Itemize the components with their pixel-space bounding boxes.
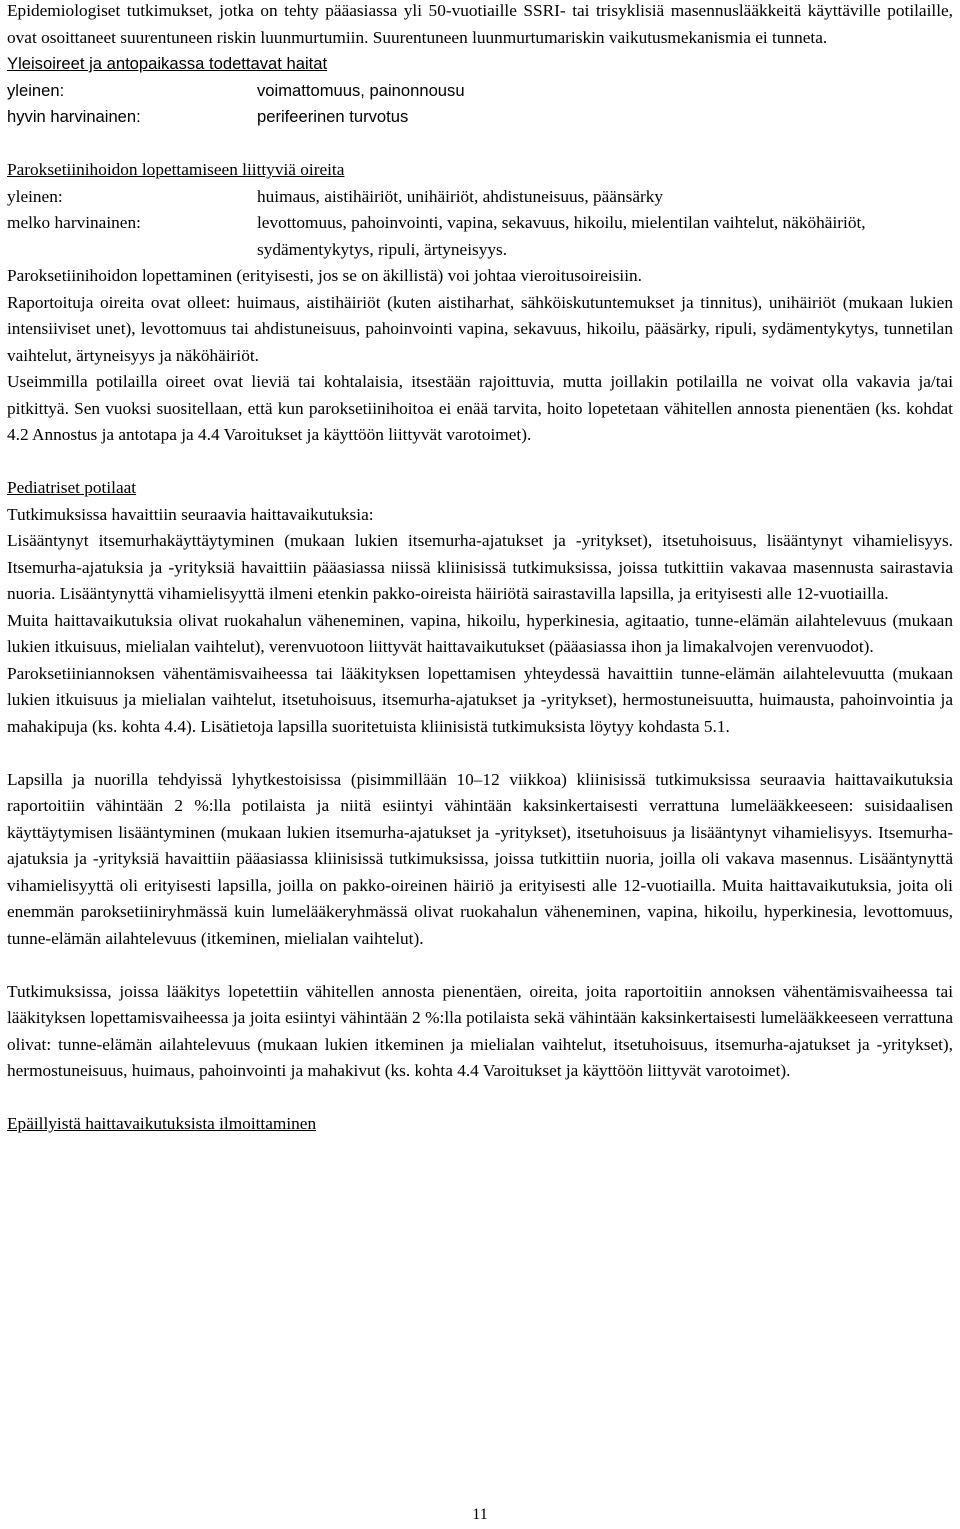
document-page	[7, 0, 953, 1138]
page-number: 11	[472, 1506, 488, 1523]
symptom-list: voimattomuus, painonnousu	[257, 80, 465, 100]
frequency-term: melko harvinainen:	[7, 213, 141, 232]
symptoms-row	[7, 78, 953, 105]
short-term-paragraph: Lapsilla ja nuorilla tehdyissä lyhytkestoisissa (pisimmillään 10–12 viikkoa) kliinisissä tutkimuksissa seuraavia haittavaikutuksia raportoitiin vähintään 2 %:lla potilaista ja niitä esiintyi vähintään kaksinkertaisesti verrattuna lumelääkkeeseen: suisidaalisen käyttäytymisen lisääntyminen (mukaan lukien itsemurha-ajatukset ja -yritykset), itsetuhoisuus ja lisääntynyt vihamielisyys. Itsemurha-ajatuksia ja -yrityksiä havaittiin pääasiassa kliinisissä tutkimuksissa, joissa tutkittiin nuoria, joilla oli vakava masennus. Lisääntynyttä vihamielisyyttä oli erityisesti lapsilla, joilla on pakko-oireinen häiriö ja erityisesti alle 12-vuotiailla. Muita haittavaikutuksia, joita oli enemmän paroksetiiniryhmässä kuin lumelääkeryhmässä olivat ruokahalun väheneminen, vapina, hikoilu, hyperkinesia, levottomuus, tunne-elämän ailahtelevuus (itkeminen, mielialan vaihtelut).	[7, 769, 953, 948]
pediatric-paragraph: Lisääntynyt itsemurhakäyttäytyminen (mukaan lukien itsemurha-ajatukset ja -yritykset), itsetuhoisuus, lisääntynyt vihamielisyys. Itsemurha-ajatuksia ja -yrityksiä havaittiin pääasiassa niissä kliinisissä tutkimuksissa, joissa tutkittiin vakavaa masennusta sairastavia nuoria. Lisääntynyttä vihamielisyyttä ilmeni etenkin pakko-oireista häiriötä sairastavilla lapsilla, ja erityisesti alle 12-vuotiailla.	[7, 531, 953, 603]
withdrawal-row	[7, 210, 953, 263]
withdrawal-paragraph: Paroksetiinihoidon lopettaminen (erityisesti, jos se on äkillistä) voi johtaa vieroitusoireisiin.	[7, 266, 642, 285]
symptom-list: huimaus, aistihäiriöt, unihäiriöt, ahdistuneisuus, päänsärky	[257, 186, 664, 206]
spacer	[7, 952, 953, 979]
symptoms-heading: Yleisoireet ja antopaikassa todettavat haitat	[7, 54, 328, 73]
frequency-term: yleinen:	[7, 186, 63, 206]
spacer	[7, 740, 953, 767]
intro-paragraph: Epidemiologiset tutkimukset, jotka on tehty pääasiassa yli 50-vuotiaille SSRI- tai trisyklisiä masennuslääkkeitä käyttäville potilaille, ovat osoittaneet suurentuneen riskin luunmurtumiin. Suurentuneen luunmurtumariskin vaikutusmekanismia ei tunneta.	[7, 1, 953, 47]
withdrawal-row	[7, 184, 953, 211]
tapering-paragraph: Tutkimuksissa, joissa lääkitys lopetettiin vähitellen annosta pienentäen, oireita, joita raportoitiin annoksen vähentämisvaiheessa tai lääkityksen lopettamisvaiheessa ja joita esiintyi vähintään 2 %:lla potilaista sekä vähintään kaksinkertaisesti lumelääkkeeseen verrattuna olivat: tunne-elämän ailahtelevuus (mukaan lukien itkeminen ja mielialan vaihtelut, itsetuhoisuus, itsemurha-ajatukset ja -yritykset), hermostuneisuus, huimaus, pahoinvointi ja mahakivut (ks. kohta 4.4 Varoitukset ja käyttöön liittyvät varotoimet).	[7, 981, 953, 1080]
frequency-term: hyvin harvinainen:	[7, 107, 141, 126]
spacer	[7, 131, 953, 158]
pediatric-paragraph: Muita haittavaikutuksia olivat ruokahalun väheneminen, vapina, hikoilu, hyperkinesia, agitaatio, tunne-elämän ailahtelevuus (mukaan lukien itkuisuus, mielialan vaihtelut), verenvuotoon liittyvät haittavaikutukset (pääasiassa ihon ja limakalvojen verenvuodot).	[7, 610, 953, 656]
pediatric-paragraph: Tutkimuksissa havaittiin seuraavia haittavaikutuksia:	[7, 504, 374, 524]
reporting-heading: Epäillyistä haittavaikutuksista ilmoittaminen	[7, 1114, 317, 1133]
spacer	[7, 1085, 953, 1112]
symptom-list: levottomuus, pahoinvointi, vapina, sekavuus, hikoilu, mielentilan vaihtelut, näköhäiriöt, sydämentykytys, ripuli, ärtyneisyys.	[257, 213, 866, 259]
symptom-list: perifeerinen turvotus	[257, 107, 409, 126]
withdrawal-heading: Paroksetiinihoidon lopettamiseen liittyviä oireita	[7, 160, 345, 179]
frequency-term: yleinen:	[7, 80, 65, 100]
withdrawal-paragraph: Useimmilla potilailla oireet ovat lieviä tai kohtalaisia, itsestään rajoittuvia, mutta joillakin potilailla ne voivat olla vakavia ja/tai pitkittyä. Sen vuoksi suositellaan, että kun paroksetiinihoitoa ei enää tarvita, hoito lopetetaan vähitellen annosta pienentäen (ks. kohdat 4.2 Annostus ja antotapa ja 4.4 Varoitukset ja käyttöön liittyvät varotoimet).	[7, 372, 953, 444]
spacer	[7, 449, 953, 476]
withdrawal-paragraph: Raportoituja oireita ovat olleet: huimaus, aistihäiriöt (kuten aistiharhat, sähköiskutuntemukset ja tinnitus), unihäiriöt (mukaan lukien intensiiviset unet), levottomuus tai ahdistuneisuus, pahoinvointi vapina, sekavuus, hikoilu, pääsärky, ripuli, sydämentykytys, tunnetilan vaihtelut, ärtyneisyys ja näköhäiriöt.	[7, 292, 953, 365]
pediatric-heading: Pediatriset potilaat	[7, 478, 137, 497]
symptoms-row	[7, 104, 953, 131]
pediatric-paragraph: Paroksetiiniannoksen vähentämisvaiheessa tai lääkityksen lopettamisen yhteydessä havaittiin tunne-elämän ailahtelevuutta (mukaan lukien itkuisuus ja mielialan vaihtelut, itsetuhoisuus, itsemurha-ajatukset ja -yritykset), hermostuneisuutta, huimausta, pahoinvointia ja mahakipuja (ks. kohta 4.4). Lisätietoja lapsilla suoritetuista kliinisistä tutkimuksista löytyy kohdasta 5.1.	[7, 663, 953, 736]
